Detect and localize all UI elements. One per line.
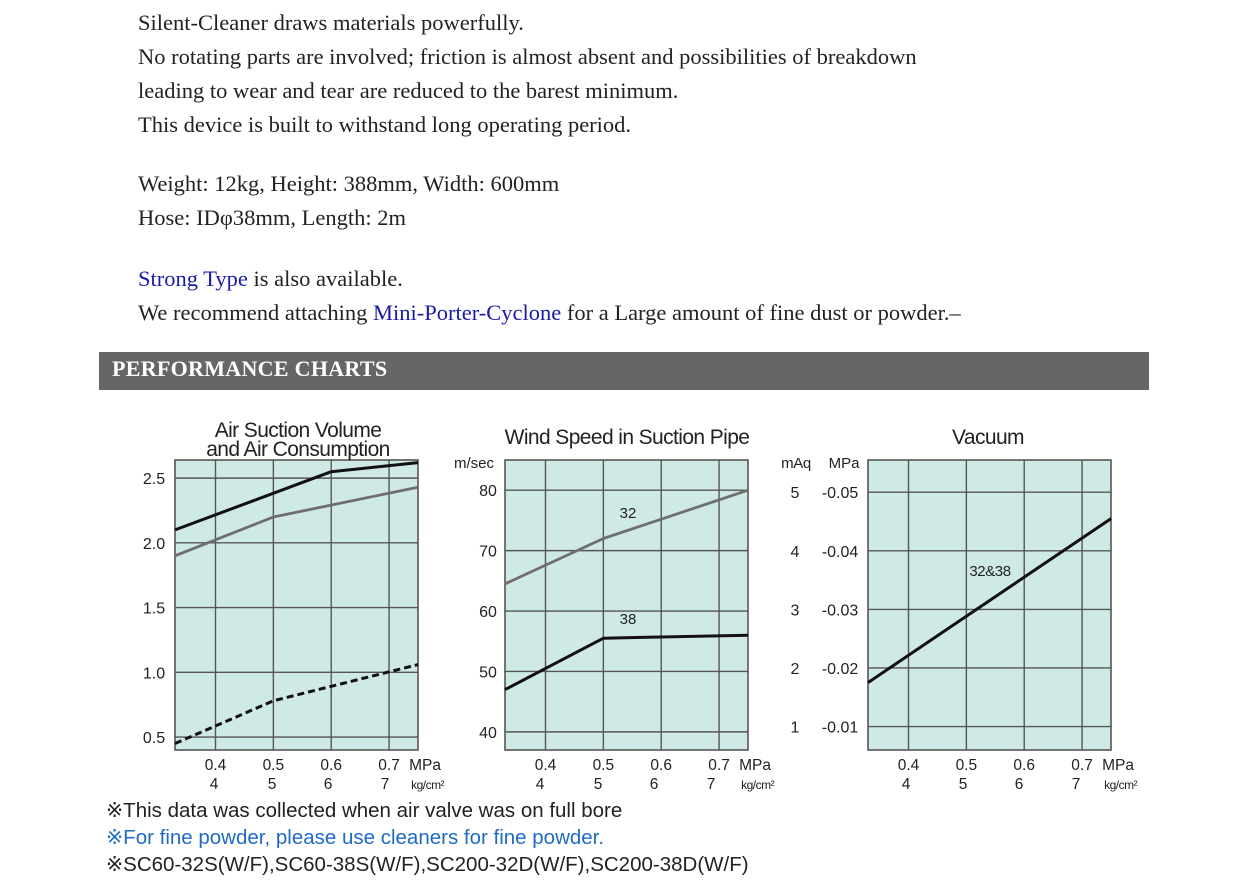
intro-line-3: leading to wear and tear are reduced to the barest minimum. bbox=[138, 78, 679, 103]
y-tick-label: 1.5 bbox=[142, 600, 166, 618]
strong-type-rest: is also available. bbox=[247, 266, 403, 291]
x-tick-label-kg: 4 bbox=[901, 776, 911, 793]
note-models: ※SC60-32S(W/F),SC60-38S(W/F),SC200-32D(W/F),SC200-38D(W/F) bbox=[106, 853, 749, 876]
x-tick-label-mpa: 0.6 bbox=[1013, 757, 1035, 774]
x-tick-label-kg: 5 bbox=[593, 776, 603, 793]
performance-charts-title: PERFORMANCE CHARTS bbox=[112, 356, 388, 381]
x-unit-kg: kg/cm² bbox=[741, 778, 775, 792]
note-fine-powder: ※For fine powder, please use cleaners for fine powder. bbox=[106, 826, 605, 849]
chart1-title-line1: Air Suction Volume bbox=[214, 419, 382, 442]
chart1-title-line2: and Air Consumption bbox=[206, 438, 390, 461]
spec-dimensions: Weight: 12kg, Height: 388mm, Width: 600mm bbox=[138, 171, 560, 196]
y-tick-label-mpa: -0.05 bbox=[821, 485, 859, 503]
chart-notes bbox=[106, 797, 749, 878]
x-tick-label-mpa: 0.6 bbox=[650, 757, 672, 774]
y-tick-label-mpa: -0.04 bbox=[821, 543, 859, 561]
series-label: 32&38 bbox=[969, 563, 1011, 580]
x-tick-label-kg: 4 bbox=[209, 776, 219, 793]
x-tick-label-mpa: 0.4 bbox=[534, 757, 557, 774]
y-tick-label-maq: 5 bbox=[790, 485, 800, 503]
x-tick-label-kg: 5 bbox=[958, 776, 968, 793]
y-tick-label-mpa: -0.01 bbox=[821, 719, 859, 737]
x-unit-mpa: MPa bbox=[1102, 757, 1134, 774]
y-tick-label-mpa: -0.03 bbox=[821, 602, 859, 620]
y-tick-label-maq: 4 bbox=[790, 543, 800, 561]
y-tick-label: 40 bbox=[479, 724, 497, 742]
recommend-prefix: We recommend attaching bbox=[138, 300, 373, 325]
strong-type-link[interactable]: Strong Type bbox=[138, 266, 248, 291]
x-unit-mpa: MPa bbox=[739, 757, 771, 774]
x-tick-label-mpa: 0.4 bbox=[204, 757, 227, 774]
x-tick-label-mpa: 0.5 bbox=[592, 757, 615, 774]
y-tick-label: 50 bbox=[479, 664, 497, 682]
intro-text bbox=[138, 6, 917, 142]
y-tick-label: 80 bbox=[479, 483, 497, 501]
x-unit-kg: kg/cm² bbox=[411, 778, 445, 792]
performance-charts bbox=[0, 390, 1243, 795]
x-tick-label-kg: 6 bbox=[323, 776, 333, 793]
spec-hose: Hose: IDφ38mm, Length: 2m bbox=[138, 205, 406, 230]
specifications bbox=[138, 167, 559, 235]
x-tick-label-mpa: 0.7 bbox=[378, 757, 400, 774]
recommend-suffix: for a Large amount of fine dust or powder.– bbox=[561, 300, 961, 325]
x-unit-kg: kg/cm² bbox=[1104, 778, 1138, 792]
y-tick-label-maq: 3 bbox=[790, 602, 800, 620]
plot-area-1 bbox=[175, 460, 418, 750]
x-tick-label-mpa: 0.5 bbox=[955, 757, 978, 774]
y-tick-label-maq: 2 bbox=[790, 660, 800, 678]
y-tick-label: 1.0 bbox=[142, 665, 166, 683]
intro-line-2: No rotating parts are involved; friction is almost absent and possibilities of breakdown bbox=[138, 44, 917, 69]
x-tick-label-kg: 5 bbox=[267, 776, 277, 793]
x-unit-mpa: MPa bbox=[409, 757, 441, 774]
y-tick-label: 2.5 bbox=[142, 471, 166, 489]
y-tick-label: 70 bbox=[479, 543, 497, 561]
y-tick-label: 2.0 bbox=[142, 535, 166, 553]
chart3-y-unit-maq: mAq bbox=[781, 455, 811, 472]
series-label: 38 bbox=[619, 611, 637, 628]
availability-text bbox=[138, 262, 961, 330]
x-tick-label-mpa: 0.7 bbox=[1071, 757, 1093, 774]
y-tick-label: 0.5 bbox=[142, 730, 166, 748]
chart3-title: Vacuum bbox=[952, 426, 1024, 449]
x-tick-label-mpa: 0.5 bbox=[262, 757, 285, 774]
series-label: 32 bbox=[619, 505, 637, 522]
mini-porter-cyclone-link[interactable]: Mini-Porter-Cyclone bbox=[372, 300, 562, 325]
x-tick-label-kg: 7 bbox=[706, 776, 716, 793]
x-tick-label-mpa: 0.6 bbox=[320, 757, 342, 774]
note-full-bore: ※This data was collected when air valve was on full bore bbox=[106, 799, 623, 822]
y-tick-label: 60 bbox=[479, 604, 497, 622]
plot-area-3 bbox=[868, 460, 1111, 750]
x-tick-label-kg: 7 bbox=[1071, 776, 1081, 793]
x-tick-label-kg: 4 bbox=[535, 776, 545, 793]
y-tick-label-mpa: -0.02 bbox=[821, 660, 859, 678]
chart3-y-unit-mpa: MPa bbox=[828, 455, 860, 472]
performance-charts-header bbox=[99, 352, 1149, 390]
x-tick-label-mpa: 0.7 bbox=[708, 757, 730, 774]
strong-type-line bbox=[138, 262, 961, 296]
intro-line-4: This device is built to withstand long operating period. bbox=[138, 112, 632, 137]
recommend-line bbox=[138, 296, 961, 330]
y-tick-label-maq: 1 bbox=[790, 719, 800, 737]
x-tick-label-kg: 6 bbox=[649, 776, 659, 793]
intro-line-1: Silent-Cleaner draws materials powerfully. bbox=[138, 10, 524, 35]
chart2-title: Wind Speed in Suction Pipe bbox=[504, 426, 750, 449]
chart2-y-unit: m/sec bbox=[453, 455, 495, 472]
x-tick-label-mpa: 0.4 bbox=[897, 757, 920, 774]
x-tick-label-kg: 6 bbox=[1014, 776, 1024, 793]
x-tick-label-kg: 7 bbox=[380, 776, 390, 793]
